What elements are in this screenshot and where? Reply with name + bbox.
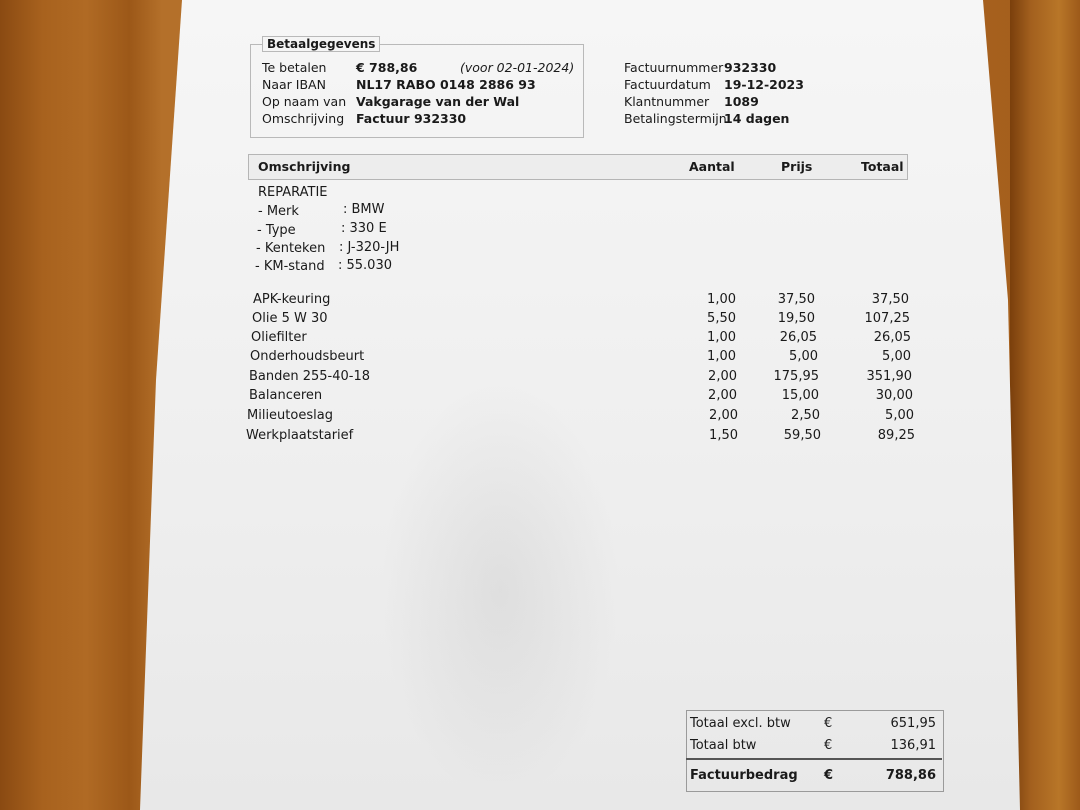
line-item-total: 37,50 <box>871 292 909 307</box>
repair-type-label: - Type <box>257 223 296 238</box>
repair-plate-label: - Kenteken <box>256 241 326 256</box>
line-item-total: 26,05 <box>873 330 911 345</box>
line-item-price: 2,50 <box>791 408 820 423</box>
line-item-total: 5,00 <box>882 349 911 364</box>
repair-mileage-label: - KM-stand <box>255 259 325 274</box>
customer-number-label: Klantnummer <box>624 94 710 109</box>
total-vat-label: Totaal btw <box>690 738 757 753</box>
totals-separator <box>686 758 942 760</box>
reference-value: Factuur 932330 <box>356 111 467 126</box>
invoice-date-label: Factuurdatum <box>624 77 711 92</box>
amount-due-deadline: (voor 02-01-2024) <box>460 60 575 75</box>
total-vat-value: 136,91 <box>890 738 936 753</box>
line-item-total: 5,00 <box>885 408 914 423</box>
col-quantity: Aantal <box>689 159 735 174</box>
line-item-total: 89,25 <box>877 428 915 443</box>
amount-due-value: € 788,86 <box>356 60 418 75</box>
line-item-description: Banden 255-40-18 <box>249 369 371 384</box>
repair-mileage-value: : 55.030 <box>338 258 392 273</box>
reference-label: Omschrijving <box>262 111 345 126</box>
line-item-quantity: 1,00 <box>707 330 736 345</box>
line-item-quantity: 1,50 <box>709 428 738 443</box>
line-item-quantity: 2,00 <box>708 388 737 403</box>
line-item-description: APK-keuring <box>253 292 331 307</box>
line-item-total: 30,00 <box>875 388 913 403</box>
repair-type-value: : 330 E <box>341 221 387 236</box>
repair-title: REPARATIE <box>258 185 328 200</box>
payee-label: Op naam van <box>262 94 347 109</box>
invoice-number-value: 932330 <box>724 60 777 75</box>
repair-plate-value: : J-320-JH <box>339 240 400 255</box>
line-item-quantity: 1,00 <box>707 349 736 364</box>
invoice-date-value: 19-12-2023 <box>724 77 804 92</box>
total-vat-currency: € <box>824 738 833 753</box>
payment-details-title: Betaalgegevens <box>262 36 380 52</box>
iban-value: NL17 RABO 0148 2886 93 <box>356 77 536 92</box>
line-item-quantity: 2,00 <box>708 369 737 384</box>
payment-term-value: 14 dagen <box>724 111 790 126</box>
line-item-total: 351,90 <box>866 369 912 384</box>
col-price: Prijs <box>781 159 813 174</box>
total-excl-vat-currency: € <box>824 716 833 731</box>
repair-brand-value: : BMW <box>343 202 385 217</box>
line-item-description: Onderhoudsbeurt <box>250 349 365 364</box>
total-excl-vat-value: 651,95 <box>890 716 936 731</box>
line-item-price: 15,00 <box>781 388 819 403</box>
amount-due-label: Te betalen <box>262 60 327 75</box>
iban-label: Naar IBAN <box>262 77 326 92</box>
line-item-price: 37,50 <box>777 292 815 307</box>
line-item-description: Olie 5 W 30 <box>252 311 328 326</box>
customer-number-value: 1089 <box>724 94 759 109</box>
col-total: Totaal <box>861 159 904 174</box>
line-item-quantity: 5,50 <box>707 311 736 326</box>
payment-term-label: Betalingstermijn <box>624 111 727 126</box>
paper-fold-shadow <box>380 380 620 800</box>
invoice-amount-label: Factuurbedrag <box>690 768 798 783</box>
line-item-total: 107,25 <box>864 311 910 326</box>
line-item-description: Balanceren <box>249 388 323 403</box>
line-item-price: 26,05 <box>779 330 817 345</box>
wood-background-right <box>1010 0 1080 810</box>
invoice-amount-value: 788,86 <box>885 768 936 783</box>
line-item-price: 5,00 <box>789 349 818 364</box>
line-item-price: 175,95 <box>773 369 819 384</box>
total-excl-vat-label: Totaal excl. btw <box>690 716 791 731</box>
invoice-amount-currency: € <box>824 768 834 783</box>
line-item-quantity: 1,00 <box>707 292 736 307</box>
line-item-description: Werkplaatstarief <box>246 428 354 443</box>
invoice-number-label: Factuurnummer <box>624 60 724 75</box>
line-item-description: Oliefilter <box>251 330 307 345</box>
line-item-price: 59,50 <box>783 428 821 443</box>
col-description: Omschrijving <box>258 159 351 174</box>
payee-value: Vakgarage van der Wal <box>356 94 520 109</box>
line-item-quantity: 2,00 <box>709 408 738 423</box>
repair-brand-label: - Merk <box>258 204 299 219</box>
line-item-price: 19,50 <box>777 311 815 326</box>
line-item-description: Milieutoeslag <box>247 408 333 423</box>
